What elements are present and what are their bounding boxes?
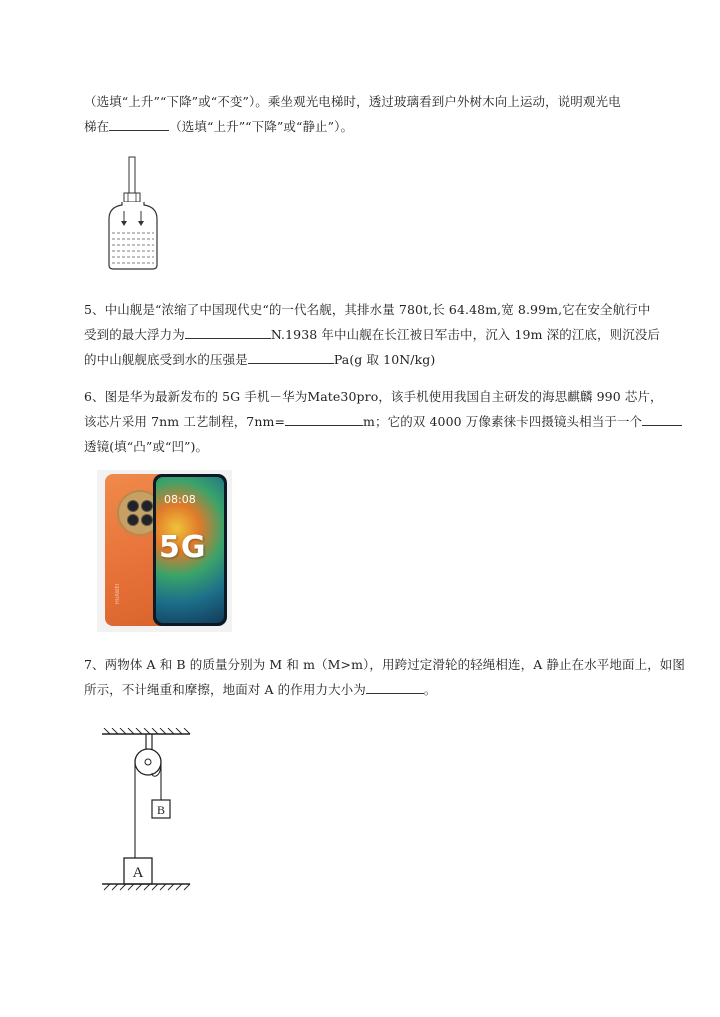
q5-buoyancy-blank[interactable]	[185, 326, 271, 339]
q6-line-3	[84, 437, 208, 455]
q6-lens-blank[interactable]	[642, 413, 682, 426]
q5-line-3	[84, 350, 435, 368]
q7-line-2	[84, 680, 436, 698]
pulley-figure	[98, 728, 198, 896]
q6-text-1: 6、图是华为最新发布的 5G 手机－华为Mate30pro，该手机使用我国自主研发的海思麒麟 990 芯片，	[84, 389, 663, 404]
q6-line-1	[84, 387, 663, 405]
q5-text-3a: 的中山舰舰底受到水的压强是	[84, 352, 248, 367]
5g-badge-text: 5G	[159, 530, 207, 565]
q7-text-1: 7、两物体 A 和 B 的质量分别为 M 和 m（M>m），用跨过定滑轮的轻绳相连，A 静止在水平地面上，如图	[84, 657, 686, 672]
q6-text-2b: m；它的双 4000 万像素徕卡四摄镜头相当于一个	[363, 414, 643, 429]
bottle-tube-figure	[105, 155, 161, 271]
camera-lens-icon	[141, 514, 153, 526]
q7-line-1	[84, 655, 685, 673]
phone-clock: 08:08	[164, 493, 196, 506]
q7-text-2b: 。	[423, 682, 437, 697]
camera-lens-icon	[141, 500, 153, 512]
q7-force-blank[interactable]	[366, 681, 424, 694]
q7-text-2a: 所示，不计绳重和摩擦，地面对 A 的作用力大小为	[84, 682, 366, 697]
q5-pressure-blank[interactable]	[248, 351, 334, 364]
q5-text-2a: 受到的最大浮力为	[84, 327, 185, 342]
q4-text-1: （选填“上升”“下降”或“不变”）。乘坐观光电梯时，透过玻璃看到户外树木向上运动，说明观光电	[84, 94, 621, 109]
q6-text-2a: 该芯片采用 7nm 工艺制程，7nm=	[84, 414, 286, 429]
q4-text-2a: 梯在	[84, 119, 110, 134]
q4-text-line-1	[84, 92, 621, 110]
q4-text-line-2	[84, 117, 353, 135]
block-b-label: B	[156, 803, 166, 817]
block-a-label: A	[132, 865, 144, 881]
q5-text-1: 5、中山舰是“浓缩了中国现代史“的一代名舰，其排水量 780t,长 64.48m,宽 8.99m,它在安全航行中	[84, 302, 651, 317]
q5-text-3b: Pa(g 取 10N/kg)	[333, 352, 436, 367]
q6-line-2	[84, 412, 682, 430]
q6-unit-blank[interactable]	[285, 413, 363, 426]
q4-text-2b: （选填“上升”“下降”或“静止”）。	[169, 119, 354, 134]
q5-text-2b: N.1938 年中山舰在长江被日军击中，沉入 19m 深的江底，则沉没后	[270, 327, 661, 342]
q4-answer-blank[interactable]	[109, 118, 169, 131]
q5-line-1	[84, 300, 650, 318]
phone-brand-text: HUAWEI	[115, 583, 121, 604]
q6-text-3: 透镜(填“凸”或“凹”)。	[84, 439, 209, 454]
huawei-phone-image	[97, 470, 232, 632]
camera-lens-icon	[127, 514, 139, 526]
q5-line-2	[84, 325, 660, 343]
camera-lens-icon	[127, 500, 139, 512]
